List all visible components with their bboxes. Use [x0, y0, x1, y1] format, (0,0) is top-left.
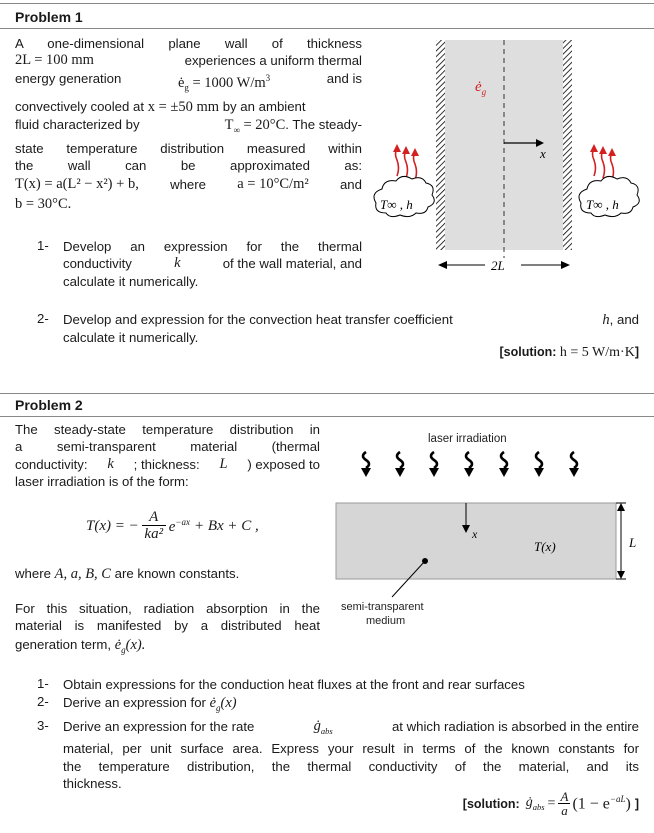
p2-equation [86, 510, 259, 542]
medium-label-line1: semi-transparent [341, 601, 424, 613]
p1-temperature-eq: T(x) = a(L² − x²) + b, [15, 176, 139, 193]
wall-right-hatch [563, 40, 572, 250]
p1-q1-l2: conductivity [63, 256, 132, 272]
left-fluid-label: T∞ , h [380, 197, 413, 212]
p2-q3 [63, 718, 639, 793]
medium-slab [336, 503, 616, 579]
wall-left-hatch [436, 40, 445, 250]
p1-q2-number: 2- [37, 311, 49, 326]
p1-q1-k: k [174, 255, 181, 272]
p2-para2-l1: For this situation, radiation absorption in the [15, 601, 320, 616]
p2-q1: Obtain expressions for the conduction heat fluxes at the front and rear surfaces [63, 677, 525, 692]
problem1-title: Problem 1 [15, 9, 83, 25]
L-label: L [629, 535, 637, 550]
problem1-statement [15, 35, 362, 213]
p1-q2-and: , and [609, 312, 639, 327]
p1-steady: . The steady- [285, 117, 362, 133]
x-label: x [540, 146, 546, 161]
p2-line4: laser irradiation is of the form: [15, 474, 189, 490]
p1-line1: A one-dimensional plane wall of thickness [15, 36, 362, 51]
p2-solution: [solution: $ġ_{abs}$ = A a $(1 - e^{-aL})$ ] [462, 789, 639, 818]
p1-q2-l2: calculate it numerically. [63, 330, 199, 346]
top-rule [0, 3, 654, 4]
p2-q1-number: 1- [37, 676, 49, 691]
p1-line7: the wall can be approximated as: [15, 158, 362, 174]
p2-para2-l3: generation term, $ė_g(x)$. [15, 636, 146, 655]
p2-q3-l3: the temperature distribution, the thermal conductivity of the material, and its [63, 758, 639, 774]
p2-q2: Derive an expression for $ė_g(x)$ [63, 695, 237, 713]
p2-q3-l1: Derive an expression for the rate [63, 719, 255, 734]
problem2-statement [15, 421, 320, 491]
p1-position: x = ±50 mm [147, 98, 220, 115]
p2-solution-paren: $(1 - e^{-aL})$ [572, 793, 631, 813]
p1-line3: energy generation [15, 70, 122, 86]
p1-line5: fluid characterized by [15, 117, 140, 133]
p2-line3: conductivity: k ; thickness: L ) exposed to [15, 455, 320, 472]
p1-generation: $ė_g = 1000$ $W/m^3$ [177, 72, 271, 93]
p1-q1 [63, 238, 362, 290]
p2-where: where A, a, B, C are known constants. [15, 566, 240, 582]
p2-line2: a semi-transparent material (thermal [15, 439, 320, 455]
p2-eq-lhs: T(x) = − [86, 517, 139, 534]
p1-q2 [63, 311, 639, 347]
p2-solution-g: $ġ_{abs}$ [525, 795, 545, 812]
medium-label-line2: medium [366, 615, 406, 627]
p1-q2-h: h [602, 312, 610, 328]
p1-line6: state temperature distribution measured within [15, 140, 362, 156]
laser-label: laser irradiation [428, 433, 507, 445]
p2-q3-gabs: $ġ_{abs}$ [313, 718, 333, 736]
thickness-label: 2L [491, 258, 505, 273]
right-arrowheads [590, 144, 616, 156]
p2-eq-exp: $e^{-ax}$ [168, 516, 190, 535]
problem2-figure [330, 425, 654, 635]
p1-thickness: 2L = 100 mm [15, 52, 94, 69]
p2-q3-l4: thickness. [63, 776, 122, 792]
right-fluid-label: T∞ , h [586, 197, 619, 212]
p2-eq-rest: + Bx + C , [193, 517, 259, 534]
p1-b-value: b = 30°C. [15, 195, 72, 212]
L-arrow-top [617, 503, 625, 511]
p2-q3-number: 3- [37, 718, 49, 733]
problem1-figure [368, 28, 654, 278]
L-arrow-bottom [617, 571, 625, 579]
p1-q1-number: 1- [37, 238, 49, 253]
p1-and: and [339, 177, 362, 193]
p1-q2-l1: Develop and expression for the convection heat transfer coefficient [63, 312, 453, 327]
problem2-title: Problem 2 [15, 397, 83, 413]
p1-solution-value: h = 5 W/m·K [559, 345, 635, 360]
p1-solution: [solution: h = 5 W/m·K] [499, 345, 639, 360]
p1-q1-l2-end: of the wall material, and [222, 256, 362, 272]
generation-label: $ė_g$ [475, 79, 487, 97]
p2-q3-l1-end: at which radiation is absorbed in the entire [391, 719, 639, 734]
p1-q1-l1: Develop an expression for the thermal [63, 239, 362, 254]
problem2-top-rule [0, 393, 654, 394]
p1-line4-end: by an ambient [222, 98, 306, 114]
p1-and-is: and is [326, 70, 362, 86]
p2-para2-l2: material is manifested by a distributed heat [15, 618, 320, 634]
x-label-p2: x [472, 527, 478, 541]
thickness-arrow-left [438, 261, 447, 269]
p2-q3-l2: material, per unit surface area. Express your result in terms of the known constants for [63, 741, 639, 757]
p1-where: where [170, 177, 206, 193]
p2-eq-fraction: A ka² [142, 510, 166, 542]
p2-q2-number: 2- [37, 694, 49, 709]
thickness-arrow-right [561, 261, 570, 269]
problem2-rule [0, 416, 654, 417]
p1-q1-l3: calculate it numerically. [63, 273, 199, 289]
laser-arrowheads [361, 468, 579, 477]
p1-line2: experiences a uniform thermal [184, 53, 362, 69]
p1-line4: convectively cooled at [15, 98, 145, 114]
p1-ambient: $T_\infty = 20^\circ C$ [224, 117, 286, 136]
p1-a-value: a = 10°C/m² [237, 176, 309, 193]
p2-line1: The steady-state temperature distribution in [15, 422, 320, 437]
p2-para2 [15, 600, 320, 659]
p2-solution-fraction: A a [558, 790, 570, 817]
T-label: T(x) [534, 539, 556, 554]
laser-arrows [363, 452, 577, 468]
left-arrowheads [393, 144, 419, 156]
